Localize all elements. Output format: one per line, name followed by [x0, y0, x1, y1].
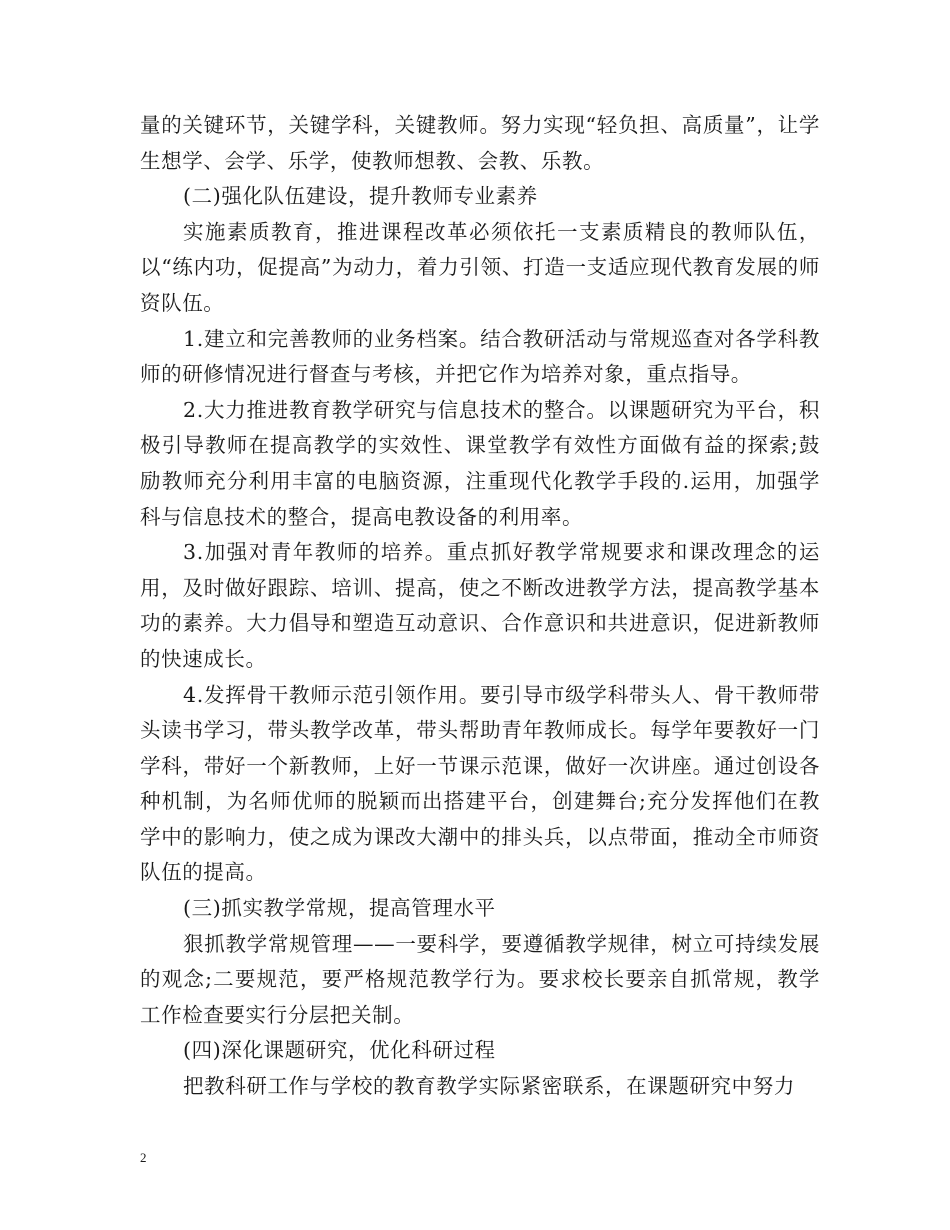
- paragraph: 实施素质教育，推进课程改革必须依托一支素质精良的教师队伍，以“练内功，促提高”为动力，着力引领、打造一支适应现代教育发展的师资队伍。: [140, 219, 820, 315]
- document-body: [140, 108, 820, 1105]
- list-item: 3.加强对青年教师的培养。重点抓好教学常规要求和课改理念的运用，及时做好跟踪、培训、提高，使之不断改进教学方法，提高教学基本功的素养。大力倡导和塑造互动意识、合作意识和共进意识，促进新教师的快速成长。: [140, 540, 820, 671]
- section-heading: (三)抓实教学常规，提高管理水平: [183, 896, 496, 921]
- list-item: 2.大力推进教育教学研究与信息技术的整合。以课题研究为平台，积极引导教师在提高教学的实效性、课堂教学有效性方面做有益的探索;鼓励教师充分利用丰富的电脑资源，注重现代化教学手段的.运用，加强学科与信息技术的整合，提高电教设备的利用率。: [140, 397, 820, 529]
- section-heading: (四)深化课题研究，优化科研过程: [183, 1038, 496, 1063]
- section-heading: (二)强化队伍建设，提升教师专业素养: [183, 184, 538, 209]
- paragraph: 把教科研工作与学校的教育教学实际紧密联系，在课题研究中努力: [183, 1074, 795, 1099]
- paragraph: 狠抓教学常规管理——一要科学，要遵循教学规律，树立可持续发展的观念;二要规范，要严格规范教学行为。要求校长要亲自抓常规，教学工作检查要实行分层把关制。: [140, 931, 820, 1027]
- paragraph: 量的关键环节，关键学科，关键教师。努力实现“轻负担、高质量”，让学生想学、会学、乐学，使教师想教、会教、乐教。: [140, 113, 820, 173]
- list-item: 1.建立和完善教师的业务档案。结合教研活动与常规巡查对各学科教师的研修情况进行督查与考核，并把它作为培养对象，重点指导。: [140, 326, 820, 387]
- list-item: 4.发挥骨干教师示范引领作用。要引导市级学科带头人、骨干教师带头读书学习，带头教学改革，带头帮助青年教师成长。每学年要教好一门学科，带好一个新教师，上好一节课示范课，做好一次讲座。通过创设各种机制，为名师优师的脱颖而出搭建平台，创建舞台;充分发挥他们在教学中的影响力，使之成为课改大潮中的排头兵，以点带面，推动全市师资队伍的提高。: [140, 682, 820, 885]
- page-number: 2: [140, 1150, 147, 1165]
